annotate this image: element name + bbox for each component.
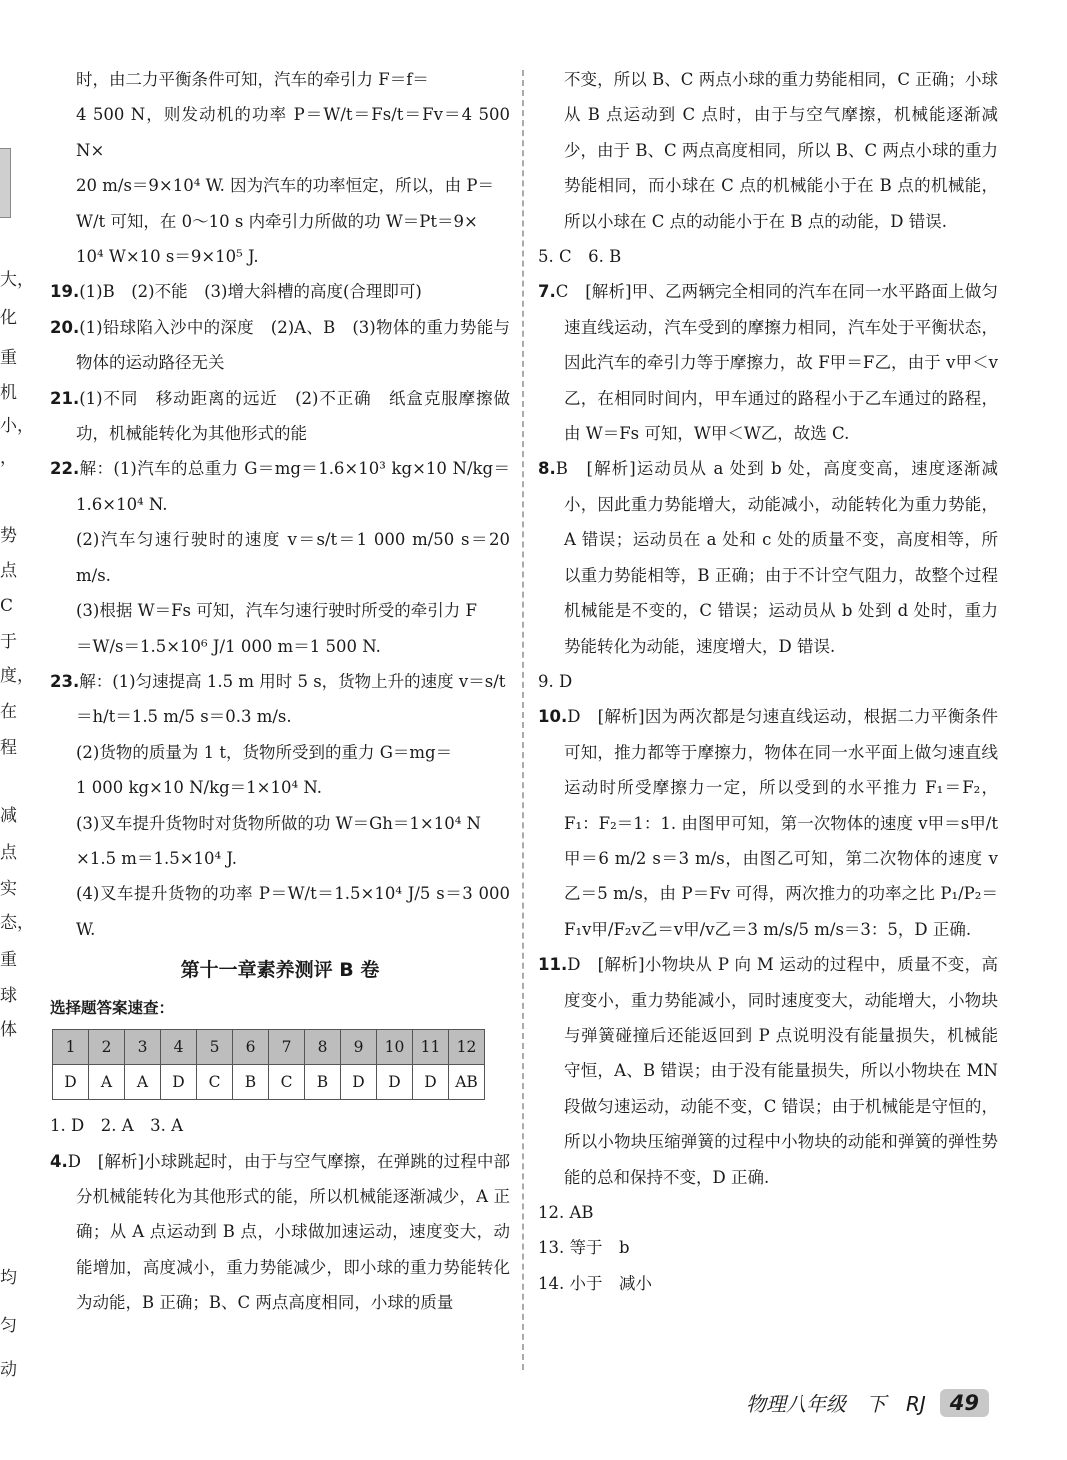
answer-text: 解：(1)匀速提高 1.5 m 用时 5 s，货物上升的速度 v＝s/t	[79, 671, 506, 691]
question-number: 4.	[50, 1151, 68, 1171]
edge-fragment: ，	[0, 448, 17, 468]
edge-fragment: 小，	[0, 416, 34, 436]
answer-paragraph	[50, 62, 510, 97]
edge-fragment: 机	[0, 383, 17, 403]
answer-table-cell: A	[89, 1065, 125, 1100]
answer-table-cell: D	[161, 1065, 197, 1100]
answer-text: ×1.5 m＝1.5×10⁴ J.	[76, 848, 237, 868]
question-number: 8.	[538, 459, 556, 479]
page-number: 49	[940, 1389, 989, 1417]
answer-paragraph	[50, 239, 510, 274]
answer-paragraph	[50, 204, 510, 239]
edge-fragment: 程	[0, 738, 17, 758]
edge-fragment: 实	[0, 879, 17, 899]
answer-paragraph	[50, 168, 510, 203]
answer-table-cell: D	[53, 1065, 89, 1100]
quick-check-title: 选择题答案速查：	[50, 999, 175, 1018]
answer-paragraph	[50, 699, 510, 734]
answer-text: (3)根据 W＝Fs 可知，汽车匀速行驶时所受的牵引力 F	[76, 601, 477, 621]
answer-text: 14. 小于 减小	[538, 1273, 652, 1293]
question-number: 19.	[50, 282, 80, 302]
answer-table-number: 5	[197, 1030, 233, 1065]
answer-paragraph	[538, 947, 998, 1195]
answer-paragraph	[50, 735, 510, 770]
edge-fragment: 体	[0, 1020, 17, 1040]
answer-table-cell: D	[341, 1065, 377, 1100]
answer-table-number: 7	[269, 1030, 305, 1065]
answer-table-cell: D	[413, 1065, 449, 1100]
answer-text: W/t 可知，在 0～10 s 内牵引力所做的功 W＝Pt＝9×	[76, 211, 478, 231]
answer-paragraph	[50, 1108, 510, 1143]
answer-table-number: 10	[377, 1030, 413, 1065]
edge-fragment: 于	[0, 632, 17, 652]
answer-text: 1 000 kg×10 N/kg＝1×10⁴ N.	[76, 778, 322, 798]
answer-text: 9. D	[538, 671, 573, 691]
answer-text: (4)叉车提升货物的功率 P＝W/t＝1.5×10⁴ J/5 s＝3 000 W.	[76, 884, 510, 939]
answer-paragraph	[50, 876, 510, 947]
answer-text: (1)铅球陷入沙中的深度 (2)A、B (3)物体的重力势能与物体的运动路径无关	[76, 317, 510, 373]
answer-table-number: 1	[53, 1030, 89, 1065]
answer-paragraph	[50, 593, 510, 628]
answer-text: 10⁴ W×10 s＝9×10⁵ J.	[76, 247, 259, 267]
page-footer	[746, 1388, 989, 1417]
question-number: 7.	[538, 282, 556, 302]
answer-text: (1)B (2)不能 (3)增大斜槽的高度(合理即可)	[79, 282, 422, 302]
edge-fragment: 度，	[0, 666, 34, 686]
edge-fragment: 势	[0, 526, 17, 546]
answer-text: 不变，所以 B、C 两点小球的重力势能相同，C 正确；小球从 B 点运动到 C 点时，由于与空气摩擦，机械能逐渐减少，由于 B、C 两点高度相同，所以 B、C 两点小球的重力势能相同，而小球在 C 点的机械能小于在 B 点的机械能，所以小球在 C 点的动能小于在 B 点的动能，D 错误.	[564, 70, 998, 231]
edge-fragment: 在	[0, 702, 17, 722]
answer-text: (2)汽车匀速行驶时的速度 v＝s/t＝1 000 m/50 s＝20 m/s.	[76, 530, 510, 585]
edge-fragment: 匀	[0, 1316, 17, 1336]
answer-paragraph	[538, 664, 998, 699]
answer-paragraph	[538, 239, 998, 274]
answer-table-number: 4	[161, 1030, 197, 1065]
edge-fragment: 重	[0, 348, 17, 368]
answer-paragraph	[50, 381, 510, 452]
answer-paragraph	[50, 841, 510, 876]
answer-text: 20 m/s＝9×10⁴ W. 因为汽车的功率恒定，所以，由 P＝	[76, 176, 495, 196]
answer-table-number: 3	[125, 1030, 161, 1065]
edge-fragment: 大，	[0, 270, 34, 290]
answer-text: 5. C 6. B	[538, 247, 622, 267]
edge-fragment: 减	[0, 806, 17, 826]
edge-fragment: 点	[0, 561, 17, 581]
answer-paragraph	[50, 806, 510, 841]
answer-table-number: 8	[305, 1030, 341, 1065]
answer-table-cell: C	[197, 1065, 233, 1100]
answer-text: 12. AB	[538, 1203, 594, 1222]
question-number: 10.	[538, 707, 568, 727]
answer-text: 4 500 N，则发动机的功率 P＝W/t＝Fs/t＝Fv＝4 500 N×	[76, 105, 510, 160]
right-column	[538, 62, 998, 1301]
answer-paragraph	[538, 1230, 998, 1265]
answer-text: B [解析]运动员从 a 处到 b 处，高度变高，速度逐渐减小，因此重力势能增大，动能减小，动能转化为重力势能，A 错误；运动员在 a 处和 c 处的质量不变，高度相等，所以重力势能相等，B 正确；由于不计空气阻力，故整个过程机械能是不变的，C 错误；运动员从 b 处到 d 处时，重力势能转化为动能，速度增大，D 错误.	[555, 459, 998, 656]
answer-table-cell: A	[125, 1065, 161, 1100]
question-number: 23.	[50, 671, 80, 691]
answer-paragraph	[538, 274, 998, 451]
answer-text: ＝h/t＝1.5 m/5 s＝0.3 m/s.	[76, 707, 292, 727]
edge-fragment: 动	[0, 1360, 17, 1380]
answer-text: D [解析]小物块从 P 向 M 运动的过程中，质量不变，高度变小，重力势能减小，同时速度变大，动能增大，小物块与弹簧碰撞后还能返回到 P 点说明没有能量损失，机械能守恒，A、B 错误；由于没有能量损失，所以小物块在 MN 段做匀速运动，动能不变，C 错误；由于机械能是守恒的，所以小物块压缩弹簧的过程中小物块的动能和弹簧的弹性势能的总和保持不变，D 正确.	[564, 955, 998, 1187]
question-number: 11.	[538, 955, 568, 975]
footer-subject: 物理八年级 下 RJ	[745, 1392, 926, 1416]
answer-text: ＝W/s＝1.5×10⁶ J/1 000 m＝1 500 N.	[76, 636, 381, 656]
question-number: 20.	[50, 317, 80, 337]
answer-table	[52, 1029, 485, 1100]
edge-fragment: 球	[0, 986, 17, 1006]
answer-paragraph	[538, 62, 998, 239]
answer-table-number: 11	[413, 1030, 449, 1065]
edge-tab-mark	[0, 148, 11, 218]
section-title: 第十一章素养测评 B 卷	[180, 959, 380, 982]
answer-paragraph	[50, 664, 510, 699]
question-number: 21.	[50, 388, 80, 408]
answer-paragraph	[50, 97, 510, 168]
answer-paragraph	[50, 451, 510, 522]
answer-text: 解：(1)汽车的总重力 G＝mg＝1.6×10³ kg×10 N/kg＝1.6×10⁴ N.	[76, 459, 510, 514]
answer-text: D [解析]因为两次都是匀速直线运动，根据二力平衡条件可知，推力都等于摩擦力，物体在同一水平面上做匀速直线运动时所受摩擦力一定，所以受到的水平推力 F₁＝F₂，F₁：F₂＝1：1. 由图甲可知，第一次物体的速度 v甲＝s甲/t甲＝6 m/2 s＝3 m/s，由图乙可知，第二次物体的速度 v乙＝5 m/s，由 P＝Fv 可得，两次推力的功率之比 P₁/P₂＝F₁v甲/F₂v乙＝v甲/v乙＝3 m/s/5 m/s＝3：5，D 正确.	[564, 707, 998, 939]
answer-table-cell: D	[377, 1065, 413, 1100]
answer-table-cell: B	[305, 1065, 341, 1100]
column-divider	[522, 70, 524, 1370]
answer-paragraph	[50, 1144, 510, 1321]
edge-fragment: 态，	[0, 913, 34, 933]
answer-text: D [解析]小球跳起时，由于与空气摩擦，在弹跳的过程中部分机械能转化为其他形式的能，所以机械能逐渐减少，A 正确；从 A 点运动到 B 点，小球做加速运动，速度变大，动能增加，高度减小，重力势能减少，即小球的重力势能转化为动能，B 正确；B、C 两点高度相同，小球的质量	[67, 1151, 510, 1313]
answer-paragraph	[538, 1266, 998, 1301]
answer-paragraph	[50, 629, 510, 664]
edge-fragment: 化	[0, 308, 17, 328]
left-column	[50, 62, 510, 1321]
answer-table-number: 2	[89, 1030, 125, 1065]
edge-fragment: 重	[0, 950, 17, 970]
answer-table-number: 12	[449, 1030, 485, 1065]
answer-text: 时，由二力平衡条件可知，汽车的牵引力 F＝f＝	[76, 70, 429, 89]
answer-paragraph	[50, 770, 510, 805]
question-number: 22.	[50, 459, 80, 479]
edge-fragment: C	[0, 596, 14, 616]
answer-text: 13. 等于 b	[538, 1238, 630, 1258]
answer-table-number: 9	[341, 1030, 377, 1065]
edge-fragment: 均	[0, 1268, 17, 1288]
answer-paragraph	[538, 1195, 998, 1230]
answer-text: (3)叉车提升货物时对货物所做的功 W＝Gh＝1×10⁴ N	[76, 813, 481, 833]
answer-text: (1)不同 移动距离的远近 (2)不正确 纸盒克服摩擦做功，机械能转化为其他形式的能	[76, 388, 510, 444]
answer-paragraph	[538, 699, 998, 947]
answer-table-cell: B	[233, 1065, 269, 1100]
edge-fragment: 点	[0, 843, 17, 863]
answer-paragraph	[50, 522, 510, 593]
answer-table-number: 6	[233, 1030, 269, 1065]
answer-text: C [解析]甲、乙两辆完全相同的汽车在同一水平路面上做匀速直线运动，汽车受到的摩擦力相同，汽车处于平衡状态，因此汽车的牵引力等于摩擦力，故 F甲＝F乙，由于 v甲＜v乙，在相同时间内，甲车通过的路程小于乙车通过的路程，由 W＝Fs 可知，W甲＜W乙，故选 C.	[555, 282, 998, 444]
answer-paragraph	[538, 451, 998, 663]
answer-paragraph	[50, 274, 510, 309]
answer-paragraph	[50, 310, 510, 381]
answer-text: 1. D 2. A 3. A	[50, 1116, 184, 1136]
answer-table-cell: C	[269, 1065, 305, 1100]
answer-table-cell: AB	[449, 1065, 485, 1100]
answer-text: (2)货物的质量为 1 t，货物所受到的重力 G＝mg＝	[76, 742, 453, 762]
